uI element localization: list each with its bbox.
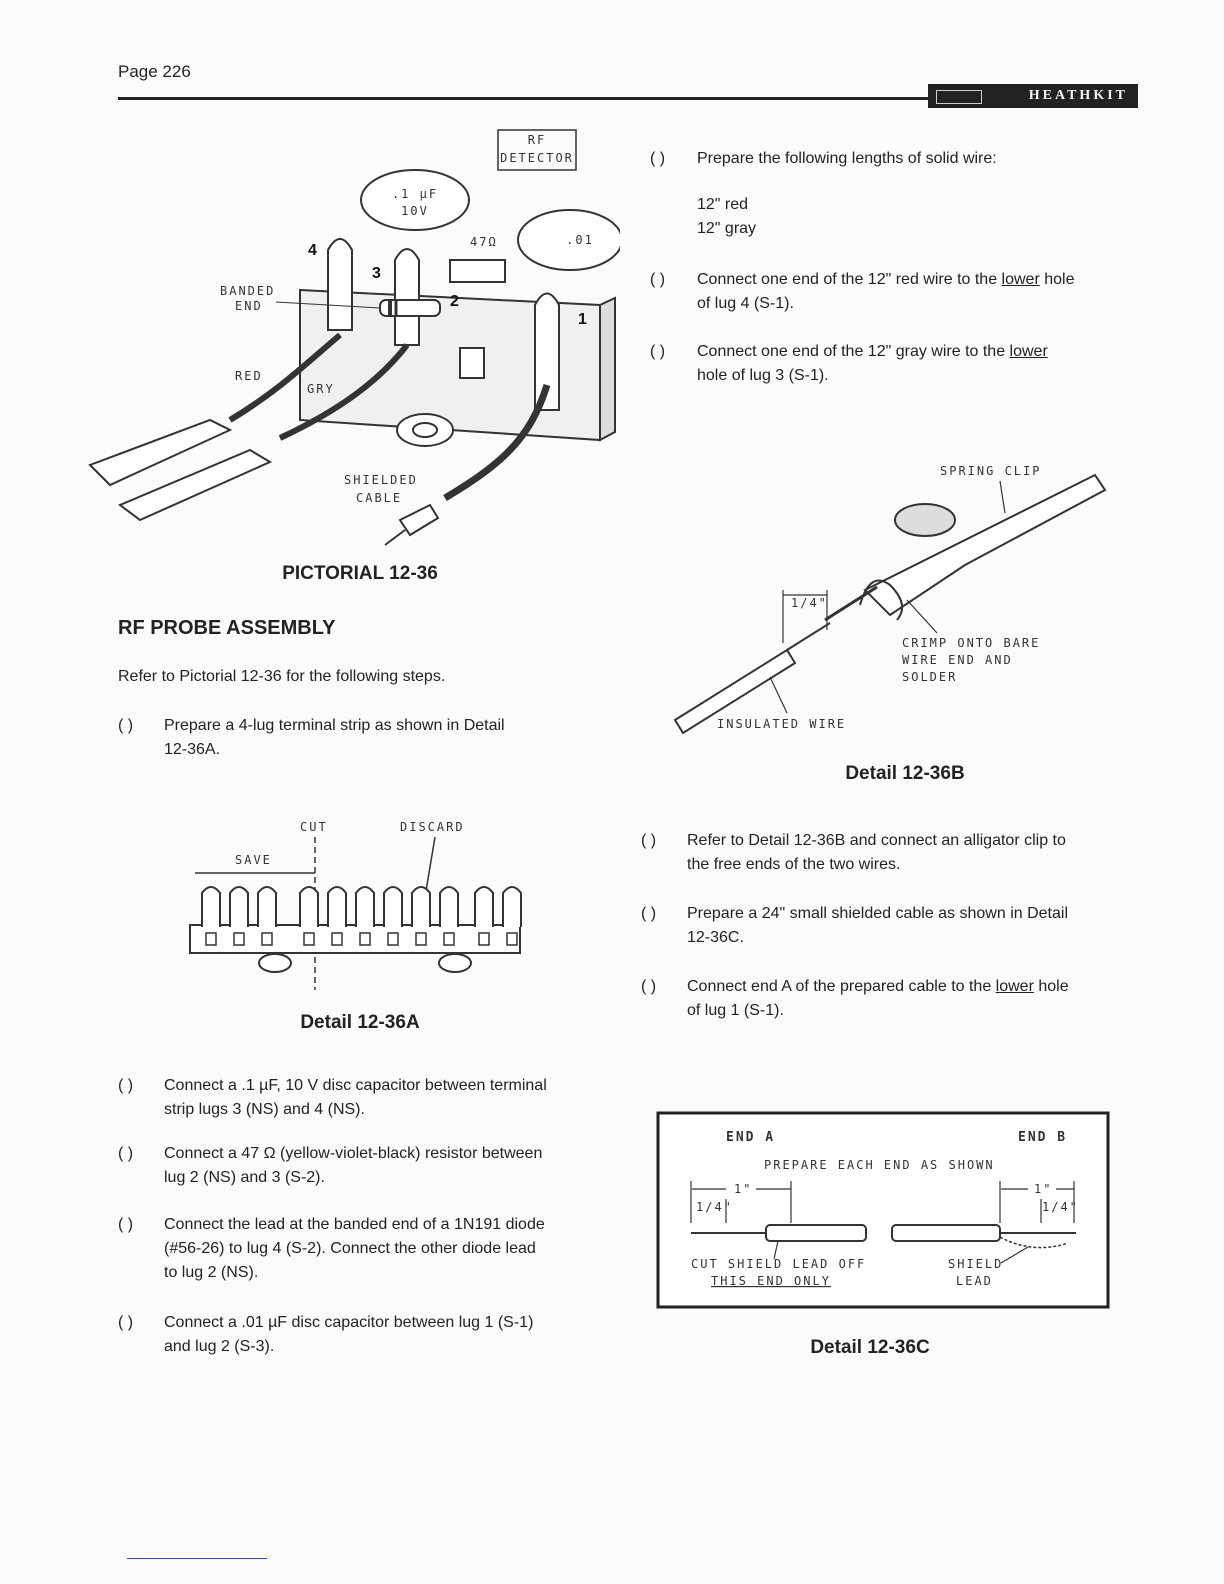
strip-lug xyxy=(300,887,318,927)
cap1-label-1: .1 µF xyxy=(391,187,439,201)
checkbox[interactable]: ( ) xyxy=(641,978,657,995)
detail-12-36a-figure xyxy=(180,815,540,995)
checkbox[interactable]: ( ) xyxy=(650,343,666,360)
logo-emblem-icon xyxy=(936,90,982,104)
strip-lug xyxy=(440,887,458,927)
resistor-47ohm xyxy=(450,260,505,282)
heathkit-logo xyxy=(928,84,1138,108)
section-title: RF PROBE ASSEMBLY xyxy=(118,617,336,639)
cut-shield-label-2: THIS END ONLY xyxy=(711,1274,831,1288)
end-b-label: END B xyxy=(1018,1130,1068,1145)
cut-shield-label-1: CUT SHIELD LEAD OFF xyxy=(691,1257,867,1271)
checkbox[interactable]: ( ) xyxy=(118,1145,134,1162)
phono-plug xyxy=(400,505,438,535)
lug-4-label: 4 xyxy=(308,242,317,259)
lug-3-label: 3 xyxy=(372,265,381,282)
pictorial-caption: PICTORIAL 12-36 xyxy=(282,563,438,584)
strip-lug-hole xyxy=(262,933,272,945)
strip-lug xyxy=(202,887,220,927)
strip-lug-hole xyxy=(479,933,489,945)
quarter-inch-label: 1/4" xyxy=(791,596,828,610)
quarter-inch-left: 1/4" xyxy=(696,1200,733,1214)
checkbox[interactable]: ( ) xyxy=(118,717,134,734)
detail-c-caption: Detail 12-36C xyxy=(810,1337,930,1358)
rf-detector-label-2: DETECTOR xyxy=(500,151,574,165)
checkbox[interactable]: ( ) xyxy=(650,271,666,288)
red-label: RED xyxy=(235,369,263,383)
detail-b-caption: Detail 12-36B xyxy=(845,763,965,784)
discard-label: DISCARD xyxy=(400,820,465,834)
cap2-label: .01 xyxy=(566,233,594,247)
crimp-label-2: WIRE END AND xyxy=(902,653,1013,667)
prepare-label: PREPARE EACH END AS SHOWN xyxy=(764,1158,995,1172)
strip-lug xyxy=(258,887,276,927)
strip-lug-hole xyxy=(507,933,517,945)
clip-grip xyxy=(895,504,955,536)
checkbox[interactable]: ( ) xyxy=(641,905,657,922)
shield-lead-label-1: SHIELD xyxy=(948,1257,1004,1271)
shielded-cable-label-1: SHIELDED xyxy=(344,473,418,487)
checkbox[interactable]: ( ) xyxy=(118,1077,134,1094)
strip-lug xyxy=(503,887,521,927)
strip-lug-hole xyxy=(206,933,216,945)
strip-lug-hole xyxy=(234,933,244,945)
detail-a-caption: Detail 12-36A xyxy=(300,1012,420,1033)
cable-end-b xyxy=(892,1225,1000,1241)
rf-detector-label-1: RF xyxy=(527,133,547,147)
insulated-wire-label: INSULATED WIRE xyxy=(717,717,847,731)
spring-clip-label: SPRING CLIP xyxy=(940,464,1042,478)
lug-2-label: 2 xyxy=(450,293,459,310)
one-inch-right: 1" xyxy=(1034,1182,1053,1196)
strip-lug-hole xyxy=(444,933,454,945)
lug-3 xyxy=(395,249,419,345)
intro-text: Refer to Pictorial 12-36 for the following steps. xyxy=(118,668,446,685)
cut-label: CUT xyxy=(300,820,328,834)
detail-12-36b-figure xyxy=(665,455,1135,745)
cap1-label-2: 10V xyxy=(401,204,429,218)
strip-lug-hole xyxy=(332,933,342,945)
strip-lug-hole xyxy=(388,933,398,945)
page-number: Page 226 xyxy=(118,62,191,81)
lug-4 xyxy=(328,239,352,330)
shield-lead-label-2: LEAD xyxy=(956,1274,993,1288)
strip-lug xyxy=(356,887,374,927)
bottom-link-rule xyxy=(127,1558,267,1559)
strip-lug xyxy=(412,887,430,927)
checkbox[interactable]: ( ) xyxy=(650,150,666,167)
quarter-inch-right: 1/4" xyxy=(1042,1200,1079,1214)
checkbox[interactable]: ( ) xyxy=(118,1314,134,1331)
detail-12-36c-figure xyxy=(656,1111,1112,1311)
banded-end-label-1: BANDED xyxy=(220,284,276,298)
save-label: SAVE xyxy=(235,853,272,867)
strip-lug-hole xyxy=(416,933,426,945)
gry-label: GRY xyxy=(307,382,335,396)
crimp-label-1: CRIMP ONTO BARE xyxy=(902,636,1041,650)
strip-lug-hole xyxy=(360,933,370,945)
checkbox[interactable]: ( ) xyxy=(641,832,657,849)
spring-clip xyxy=(865,475,1105,615)
strip-lug xyxy=(230,887,248,927)
crimp-label-3: SOLDER xyxy=(902,670,958,684)
pictorial-12-36-figure xyxy=(80,120,620,560)
cable-end-a xyxy=(766,1225,866,1241)
checkbox[interactable]: ( ) xyxy=(118,1216,134,1233)
strip-lug-hole xyxy=(304,933,314,945)
resistor-label: 47Ω xyxy=(470,235,498,249)
strip-lug xyxy=(475,887,493,927)
strip-lug xyxy=(384,887,402,927)
logo-text: HEATHKIT xyxy=(1028,88,1128,103)
lug-1-label: 1 xyxy=(578,311,587,328)
bare-wire-end xyxy=(825,587,877,620)
shielded-cable-label-2: CABLE xyxy=(356,491,403,505)
lug-2 xyxy=(460,348,484,378)
banded-end-label-2: END xyxy=(235,299,263,313)
strip-lug xyxy=(328,887,346,927)
one-inch-left: 1" xyxy=(734,1182,753,1196)
end-a-label: END A xyxy=(726,1130,776,1145)
